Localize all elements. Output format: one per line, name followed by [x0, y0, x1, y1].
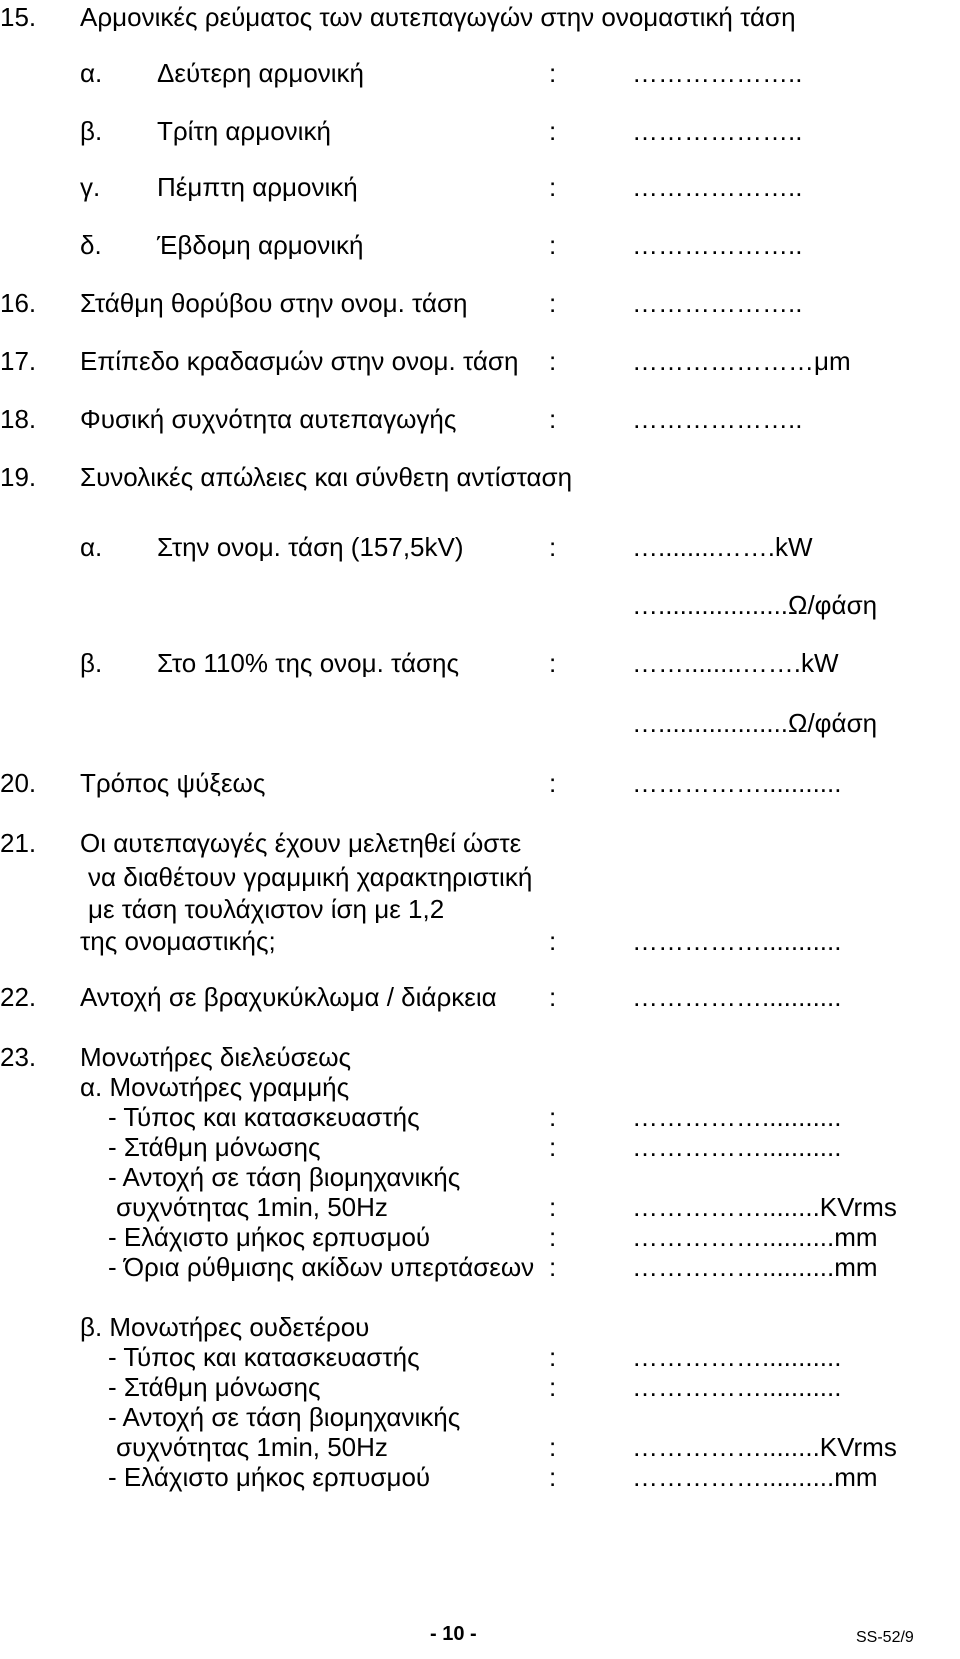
item-15a-blank: ……………….. — [632, 58, 803, 88]
item-15b-colon: : — [549, 116, 557, 146]
item-23a-row-blank: ……………..........mm — [632, 1252, 878, 1282]
item-18-label: Φυσική συχνότητα αυτεπαγωγής — [80, 404, 457, 434]
item-15c-colon: : — [549, 172, 557, 202]
item-23a-row-label: - Στάθμη μόνωσης — [108, 1132, 321, 1162]
item-19a-letter: α. — [80, 532, 103, 562]
item-23a-row-label: - Όρια ρύθμισης ακίδων υπερτάσεων — [108, 1252, 535, 1282]
item-23-title: Μονωτήρες διελεύσεως — [80, 1042, 352, 1072]
item-15d-colon: : — [549, 230, 557, 260]
item-23b-row-colon: : — [549, 1342, 557, 1372]
item-18-colon: : — [549, 404, 557, 434]
item-23a-row-label: - Ελάχιστο μήκος ερπυσμού — [108, 1222, 431, 1252]
item-21-number: 21. — [0, 828, 37, 858]
item-18-number: 18. — [0, 404, 37, 434]
item-23b-row-label: - Ελάχιστο μήκος ερπυσμού — [108, 1462, 431, 1492]
item-23-number: 23. — [0, 1042, 37, 1072]
item-23a-row-blank: ……………........... — [632, 1132, 842, 1162]
item-23b-row-label: - Στάθμη μόνωσης — [108, 1372, 321, 1402]
item-23a-row-label: - Τύπος και κατασκευαστής — [108, 1102, 420, 1132]
item-19-title: Συνολικές απώλειες και σύνθετη αντίσταση — [80, 462, 573, 492]
item-23a-row-colon: : — [549, 1102, 557, 1132]
item-23b-row-blank: ……………........... — [632, 1342, 842, 1372]
item-19a-kw-blank: …........…….kW — [632, 532, 813, 562]
item-15d-blank: ……………….. — [632, 230, 803, 260]
item-15b-blank: ……………….. — [632, 116, 803, 146]
item-15a-label: Δεύτερη αρμονική — [157, 58, 365, 88]
document-code: SS-52/9 — [856, 1629, 914, 1646]
item-21-colon: : — [549, 926, 557, 956]
item-23b-row-blank: ……………........KVrms — [632, 1432, 897, 1462]
item-19b-ohm-blank: …..................Ω/φάση — [632, 708, 878, 738]
item-23a-row-label: συχνότητας 1min, 50Hz — [116, 1192, 388, 1222]
item-15-number: 15. — [0, 2, 37, 32]
item-21-line1: Οι αυτεπαγωγές έχουν μελετηθεί ώστε — [80, 828, 522, 858]
item-16-blank: ……………….. — [632, 288, 803, 318]
item-19b-label: Στο 110% της ονομ. τάσης — [157, 648, 460, 678]
item-19a-ohm-blank: …..................Ω/φάση — [632, 590, 878, 620]
item-20-colon: : — [549, 768, 557, 798]
item-15-title: Αρμονικές ρεύματος των αυτεπαγωγών στην ονομαστική τάση — [80, 2, 796, 32]
item-22-number: 22. — [0, 982, 37, 1012]
item-15a-letter: α. — [80, 58, 103, 88]
page-number: - 10 - — [430, 1623, 477, 1645]
item-23b-row-label: - Τύπος και κατασκευαστής — [108, 1342, 420, 1372]
item-23a-row-label: - Αντοχή σε τάση βιομηχανικής — [108, 1162, 461, 1192]
item-16-label: Στάθμη θορύβου στην ονομ. τάση — [80, 288, 468, 318]
item-21-blank: ……………........... — [632, 926, 842, 956]
item-17-colon: : — [549, 346, 557, 376]
item-17-blank: …………………μm — [632, 346, 851, 376]
item-23b-row-colon: : — [549, 1432, 557, 1462]
item-23a-row-colon: : — [549, 1222, 557, 1252]
item-19b-letter: β. — [80, 648, 103, 678]
item-23a-heading: α. Μονωτήρες γραμμής — [80, 1072, 350, 1102]
item-19a-label: Στην ονομ. τάση (157,5kV) — [157, 532, 464, 562]
item-15a-colon: : — [549, 58, 557, 88]
item-17-number: 17. — [0, 346, 37, 376]
item-19b-kw-blank: ……........…….kW — [632, 648, 839, 678]
item-23a-row-colon: : — [549, 1192, 557, 1222]
item-23a-row-blank: ……………........KVrms — [632, 1192, 897, 1222]
item-15c-letter: γ. — [80, 172, 101, 202]
item-16-number: 16. — [0, 288, 37, 318]
item-16-colon: : — [549, 288, 557, 318]
item-21-line2: να διαθέτουν γραμμική χαρακτηριστική — [88, 862, 533, 892]
item-21-line3: με τάση τουλάχιστον ίση με 1,2 — [88, 894, 445, 924]
item-15c-blank: ……………….. — [632, 172, 803, 202]
item-23b-row-label: συχνότητας 1min, 50Hz — [116, 1432, 388, 1462]
item-21-line4: της ονομαστικής; — [80, 926, 276, 956]
item-20-label: Τρόπος ψύξεως — [80, 768, 266, 798]
item-18-blank: ……………….. — [632, 404, 803, 434]
item-23a-row-blank: ……………........... — [632, 1102, 842, 1132]
item-19-number: 19. — [0, 462, 37, 492]
item-19b-colon: : — [549, 648, 557, 678]
item-23a-row-colon: : — [549, 1252, 557, 1282]
item-23b-heading: β. Μονωτήρες ουδετέρου — [80, 1312, 370, 1342]
item-23b-row-colon: : — [549, 1372, 557, 1402]
item-23b-row-blank: ……………..........mm — [632, 1462, 878, 1492]
item-19a-colon: : — [549, 532, 557, 562]
item-23a-row-colon: : — [549, 1132, 557, 1162]
item-23b-row-label: - Αντοχή σε τάση βιομηχανικής — [108, 1402, 461, 1432]
item-15b-letter: β. — [80, 116, 103, 146]
item-20-number: 20. — [0, 768, 37, 798]
item-22-label: Αντοχή σε βραχυκύκλωμα / διάρκεια — [80, 982, 497, 1012]
item-23b-row-colon: : — [549, 1462, 557, 1492]
item-20-blank: ……………........... — [632, 768, 842, 798]
item-15d-letter: δ. — [80, 230, 102, 260]
item-17-label: Επίπεδο κραδασμών στην ονομ. τάση — [80, 346, 519, 376]
item-22-colon: : — [549, 982, 557, 1012]
item-23a-row-blank: ……………..........mm — [632, 1222, 878, 1252]
item-22-blank: ……………........... — [632, 982, 842, 1012]
item-15c-label: Πέμπτη αρμονική — [157, 172, 358, 202]
item-15d-label: Έβδομη αρμονική — [157, 230, 364, 260]
item-23b-row-blank: ……………........... — [632, 1372, 842, 1402]
item-15b-label: Τρίτη αρμονική — [157, 116, 331, 146]
